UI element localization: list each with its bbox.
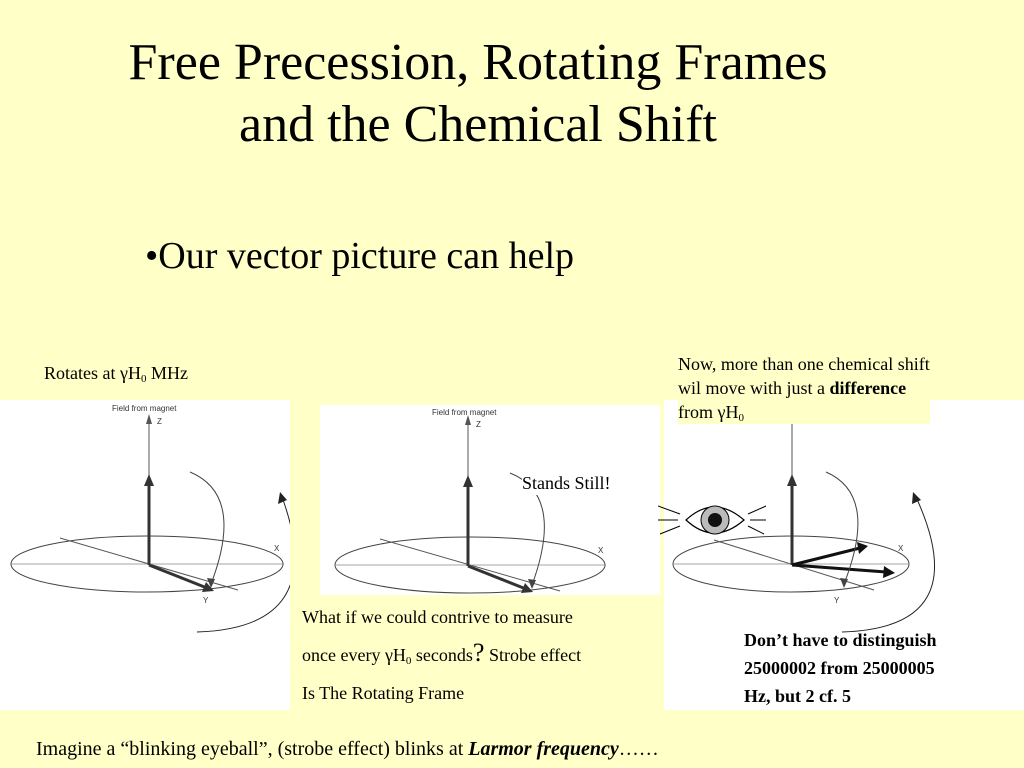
strobe-caption — [302, 598, 581, 712]
gamma-symbol: γ — [384, 645, 393, 665]
strobe-effect-text: Strobe effect — [484, 645, 582, 665]
tip-arc-arrowhead — [840, 578, 848, 588]
x-label: X — [274, 544, 280, 553]
rotation-arrowhead — [912, 492, 921, 504]
distinguish-caption — [744, 626, 937, 710]
dont-line-1: Don’t have to distinguish — [744, 630, 937, 650]
magnetization-arrowhead — [787, 474, 797, 486]
precession-diagram-2 — [320, 405, 660, 595]
pupil — [708, 513, 722, 527]
rotates-suffix: MHz — [146, 363, 188, 383]
diagram-panel-rotating — [0, 400, 290, 710]
gamma-symbol: γ — [717, 402, 726, 422]
shift-vector-1 — [792, 548, 860, 565]
gamma-symbol: γ — [119, 363, 128, 383]
bottom-text: Imagine a “blinking eyeball”, (strobe effect) blinks at — [36, 738, 469, 760]
tip-arc — [190, 472, 224, 584]
question-mark: ? — [472, 638, 485, 667]
x-label: X — [598, 546, 604, 555]
transverse-vector — [468, 566, 526, 589]
strobe-line-2-text: once every — [302, 645, 385, 665]
larmor-frequency: Larmor frequency — [468, 738, 619, 760]
difference-word: difference — [829, 378, 907, 398]
stands-still-label: Stands Still! — [522, 473, 611, 493]
z-label: Z — [476, 420, 481, 429]
bullet-point: •Our vector picture can help — [145, 235, 575, 277]
diagram-panel-still — [320, 405, 660, 595]
magnetization-arrowhead — [463, 475, 473, 487]
subscript-zero: 0 — [140, 373, 147, 385]
dont-line-3: Hz, but 2 cf. 5 — [744, 686, 851, 706]
now-line-2 — [678, 376, 930, 400]
rotation-arrow — [197, 497, 290, 632]
field-label: Field from magnet — [432, 408, 497, 417]
precession-diagram-1 — [0, 400, 290, 710]
strobe-line-1: What if we could contrive to measure — [302, 607, 573, 627]
x-label: X — [898, 544, 904, 553]
z-axis-arrowhead — [146, 414, 152, 424]
magnetization-arrowhead — [144, 474, 154, 486]
h-symbol: H — [392, 645, 406, 665]
subscript-zero: 0 — [405, 655, 412, 667]
rotates-caption — [44, 362, 188, 385]
now-line-3 — [678, 400, 930, 424]
field-label: Field from magnet — [112, 404, 177, 413]
h-symbol: H — [725, 402, 739, 422]
now-line-3-text: from — [678, 402, 718, 422]
now-line-2-text: wil move with just a — [678, 378, 830, 398]
z-label: Z — [157, 417, 162, 426]
shift-vector-1-arrowhead — [857, 542, 868, 554]
transverse-vector — [149, 565, 207, 588]
h-symbol: H — [127, 363, 141, 383]
rotation-arrow — [842, 497, 935, 632]
strobe-line-3: Is The Rotating Frame — [302, 683, 465, 703]
seconds-text: seconds — [411, 645, 473, 665]
bottom-caption — [36, 738, 659, 761]
rotates-prefix: Rotates at — [44, 363, 120, 383]
dont-line-2: 25000002 from 25000005 — [744, 658, 935, 678]
strobe-line-2 — [302, 636, 581, 674]
bottom-ellipsis: …… — [618, 738, 659, 760]
title-line-1: Free Precession, Rotating Frames — [128, 34, 828, 91]
slide-title — [0, 32, 956, 156]
rotation-arrowhead — [278, 492, 287, 504]
eyeball-icon — [658, 492, 768, 552]
now-line-1: Now, more than one chemical shift — [678, 354, 930, 374]
subscript-zero: 0 — [738, 412, 744, 424]
shift-vector-2-arrowhead — [883, 566, 895, 578]
title-line-2: and the Chemical Shift — [238, 96, 717, 153]
chemical-shift-caption — [678, 352, 930, 424]
y-label: Y — [203, 596, 209, 605]
y-label: Y — [834, 596, 840, 605]
